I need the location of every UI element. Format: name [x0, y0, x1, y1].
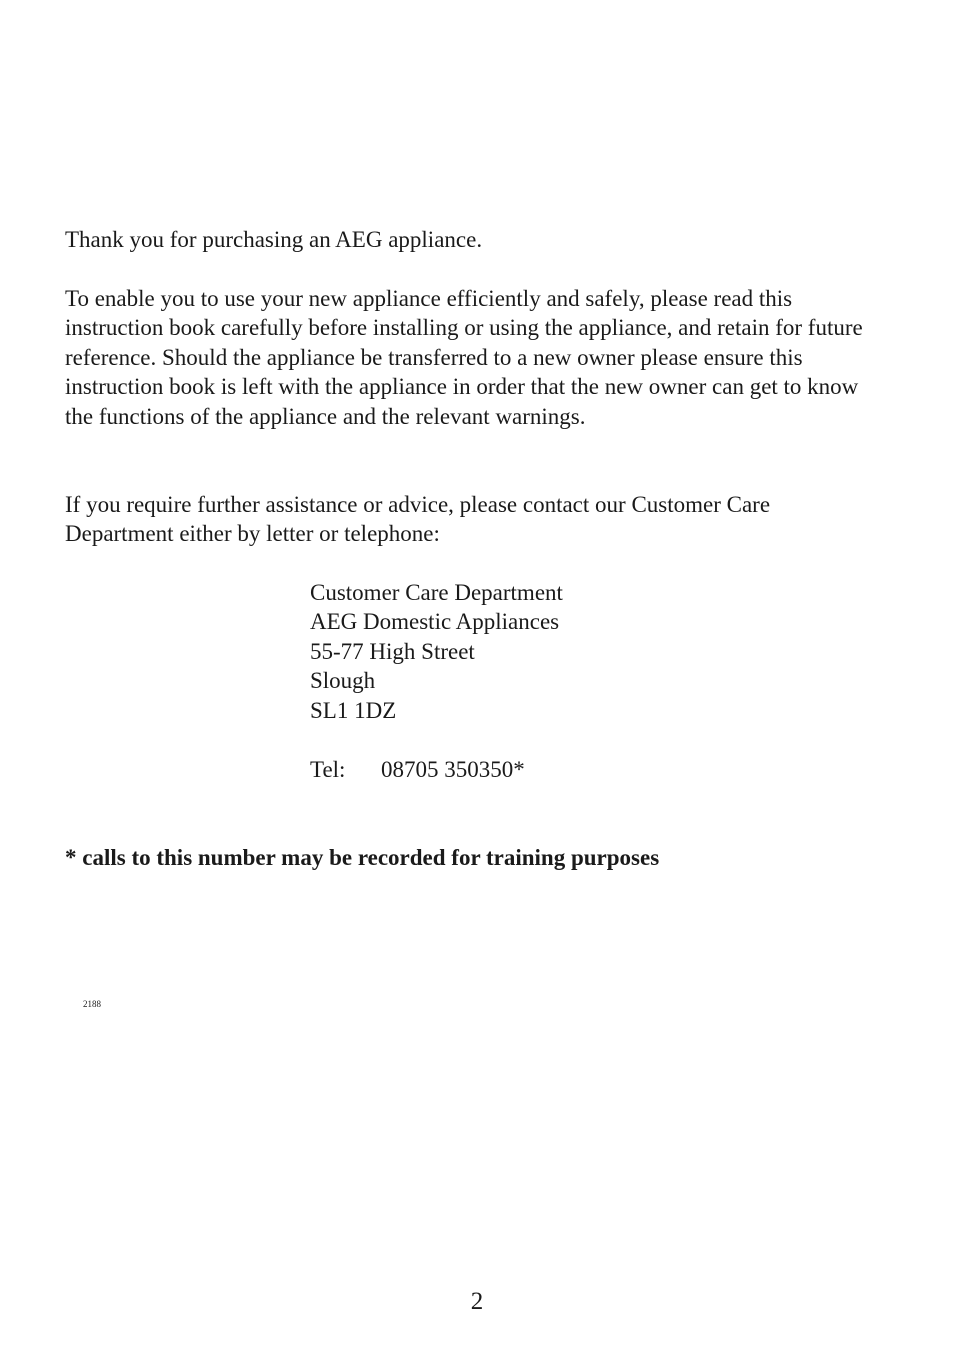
- address-block: [310, 578, 563, 725]
- telephone-number: 08705 350350*: [381, 757, 525, 782]
- address-line-street: 55-77 High Street: [310, 638, 475, 664]
- address-line-department: Customer Care Department: [310, 580, 563, 605]
- address-line-town: Slough: [310, 668, 376, 694]
- address-line-postcode: SL1 1DZ: [310, 697, 397, 723]
- contact-paragraph: If you require further assistance or advice, please contact our Customer Care Department either by letter or telephone:: [65, 492, 771, 547]
- instructions-paragraph: To enable you to use your new appliance efficiently and safely, please read this instruction book carefully before installing or using the appliance, and retain for future reference. Should the appliance be transferred to a new owner please ensure this instruction book is left with the appliance in order that the new owner can get to know the functions of the appliance and the relevant warnings.: [65, 286, 863, 429]
- thank-you-paragraph: Thank you for purchasing an AEG appliance.: [65, 227, 483, 252]
- recording-note: * calls to this number may be recorded for training purposes: [65, 845, 660, 870]
- document-code: 2188: [83, 999, 101, 1009]
- address-line-company: AEG Domestic Appliances: [310, 609, 560, 635]
- telephone-row: [310, 755, 525, 784]
- telephone-label: Tel:: [310, 757, 346, 782]
- page-number: 2: [470, 1288, 484, 1315]
